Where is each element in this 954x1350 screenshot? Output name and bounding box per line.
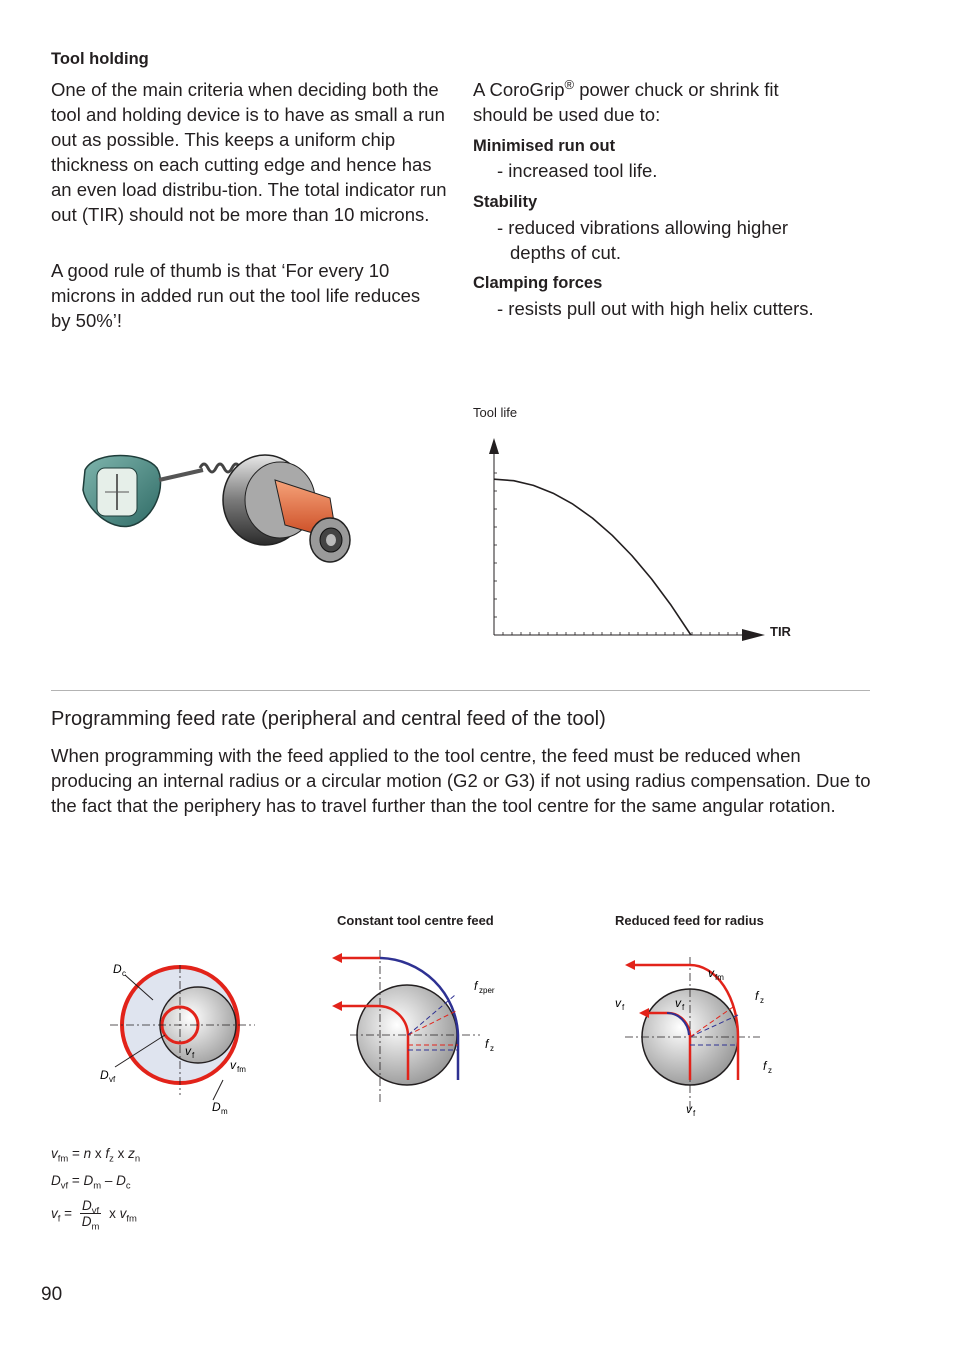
svg-text:v: v (185, 1044, 191, 1058)
svg-text:z: z (768, 1066, 772, 1075)
svg-text:f: f (192, 1051, 195, 1060)
caption-reduced-feed: Reduced feed for radius (615, 913, 764, 928)
feed-heading: Programming feed rate (peripheral and central feed of the tool) (51, 708, 606, 730)
svg-text:f: f (622, 1003, 625, 1012)
cutter-in-hole-diagram (95, 955, 270, 1125)
reason-text-clamping: - resists pull out with high helix cutters. (497, 298, 814, 319)
svg-text:D: D (100, 1068, 109, 1082)
tool-holding-heading: Tool holding (51, 50, 149, 68)
svg-text:f: f (763, 1059, 767, 1073)
svg-text:v: v (675, 996, 681, 1010)
constant-feed-diagram (330, 940, 520, 1110)
formula-centre-feed: $v_f$ = $D_{vf}$ $D_m$ x $v_{fm}$ (51, 1198, 137, 1233)
svg-text:zper: zper (479, 986, 495, 995)
chart-ticks (494, 473, 746, 635)
svg-text:v: v (615, 996, 621, 1010)
reason-title-run-out: Minimised run out (473, 137, 616, 155)
chuck-intro: A CoroGrip® power chuck or shrink fit should be used due to: (473, 76, 779, 125)
section-divider (51, 690, 870, 691)
chart-y-label: Tool life (473, 405, 518, 420)
svg-text:m: m (221, 1107, 228, 1116)
svg-text:f: f (693, 1109, 696, 1118)
caption-constant-centre-feed: Constant tool centre feed (337, 913, 494, 928)
svg-text:f: f (474, 979, 478, 993)
reduced-feed-diagram (605, 945, 795, 1120)
svg-text:fm: fm (715, 973, 724, 982)
svg-text:D: D (113, 962, 122, 976)
chart-y-arrow (489, 438, 499, 454)
chart-x-label: TIR (770, 624, 791, 639)
svg-text:z: z (760, 996, 764, 1005)
svg-text:vf: vf (109, 1075, 116, 1084)
svg-text:v: v (230, 1058, 236, 1072)
tool-holding-paragraph-2: A good rule of thumb is that ‘For every 10 microns in added run out the tool life reduces by 50%’! (51, 260, 421, 331)
reason-text-run-out: - increased tool life. (497, 160, 658, 181)
tool-life-curve (494, 479, 691, 635)
tool-life-chart (480, 430, 780, 650)
svg-text:D: D (212, 1100, 221, 1114)
svg-text:fm: fm (237, 1065, 246, 1074)
svg-text:v: v (686, 1102, 692, 1116)
chart-x-arrow (742, 629, 765, 641)
dial-indicator-chuck-illustration (75, 440, 375, 590)
feed-paragraph: When programming with the feed applied to the tool centre, the feed must be reduced when producing an internal radius or a circular motion (G2 or G3) if not using radius compensation. Due to the fact that the periphery has to travel further than the tool centre for the same angular rotation. (51, 745, 871, 816)
svg-text:f: f (755, 989, 759, 1003)
page-number: 90 (41, 1284, 63, 1305)
chart-series (494, 479, 691, 635)
reason-title-clamping: Clamping forces (473, 274, 603, 292)
svg-text:v: v (708, 966, 714, 980)
svg-text:z: z (490, 1044, 494, 1053)
svg-text:c: c (122, 969, 126, 978)
tool-holding-paragraph-1: One of the main criteria when deciding both the tool and holding device is to have as small a run out as possible. This keeps a uniform chip thickness on each cutting edge and hence has an even load distribu-tion. The total indicator run out (TIR) should not be more than 10 microns. (51, 79, 447, 225)
reason-text-stability: - reduced vibrations allowing higher depths of cut. (497, 217, 789, 263)
formula-diameter-difference: $D_{vf} = D_m - D_c$ (51, 1173, 131, 1192)
svg-text:f: f (485, 1037, 489, 1051)
reason-title-stability: Stability (473, 193, 538, 211)
formula-feed-speed: $v_{fm} = n$ x $f_z$ x $z_n$ (51, 1146, 141, 1165)
svg-text:f: f (682, 1003, 685, 1012)
